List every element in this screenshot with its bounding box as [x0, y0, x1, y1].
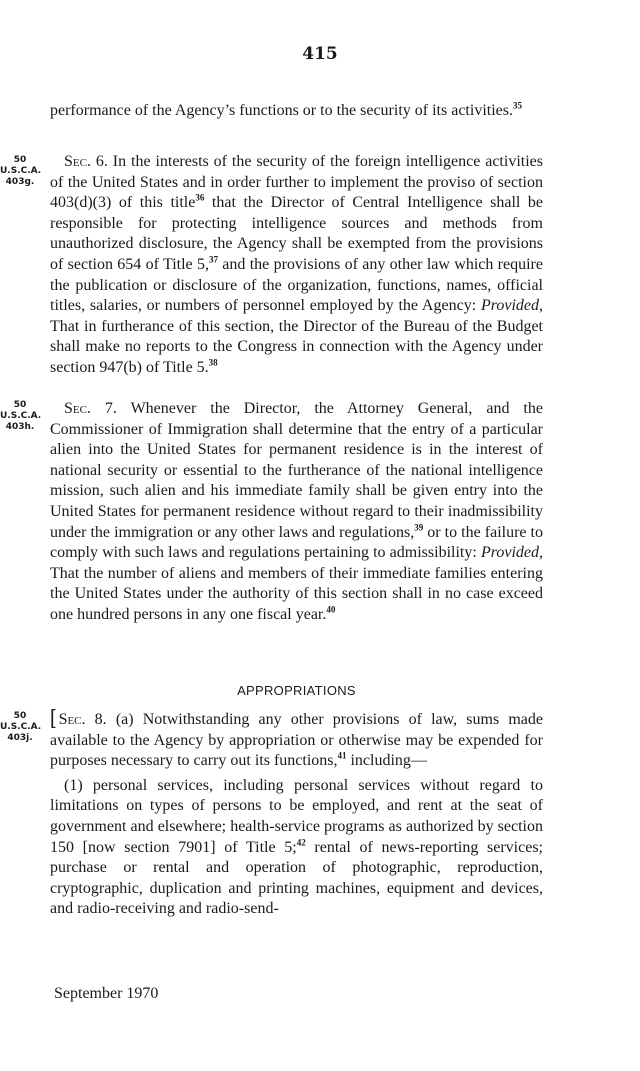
footer-date: September 1970 — [54, 985, 159, 1002]
margin-title: 50 — [13, 155, 27, 165]
footnote-ref: 41 — [337, 750, 347, 761]
section-7 — [50, 399, 543, 626]
margin-title: 50 — [13, 711, 27, 721]
footnote-ref: 38 — [208, 357, 218, 368]
footnote-ref: 37 — [208, 254, 218, 265]
section-7-paragraph — [50, 399, 543, 626]
section-8 — [50, 707, 543, 920]
section-label: Sec. 6. — [64, 153, 108, 170]
italic-term: Provided, — [480, 544, 543, 562]
footnote-ref: 36 — [195, 192, 205, 203]
margin-code: U.S.C.A. — [0, 166, 42, 176]
section-8-body: (a) Notwithstanding any other provisions of law, sums made available to the Agency by appropriation or otherwise may be expended for purposes necessary to carry out its functions,$^{41}$ including— — [50, 711, 543, 770]
margin-citation-403h — [0, 400, 40, 433]
section-label: Sec. 8. — [58, 711, 107, 728]
footnote-ref: 40 — [326, 604, 336, 615]
section-8-paragraph: [ Sec. 8. (a) Notwithstanding any other provisions of law, sums made available to the Agency by appropriation or otherwise may be expended for purposes necessary to carry out its functions,$^{41}$ including— — [50, 707, 543, 770]
section-7-body: Whenever the Director, the Attorney General, and the Commissioner of Immigration shall determine that the entry of a particular alien into the United States for permanent residence is in the interest of national security or essential to the furtherance of the national intelligence mission, such alien and his immediate family shall be given entry into the United States for permanent residence without regard to their inadmissibility under the immigration or any other laws and regulations,$^{39}$ or to the failure to comply with such laws and regulations pertaining to admissibility: Provided, That the number of aliens and members of their immediate families entering the United States under the authority of this section shall in no case exceed one hundred persons in any one fiscal year.$^{40}$ — [50, 400, 544, 623]
margin-section: 403g. — [5, 177, 35, 187]
section-8-item-1-body: (1) personal services, including personal services without regard to limitations on types of persons to be employed, and rent at the seat of government and elsewhere; health-service programs as authorized by section 150 [now section 7901] of Title 5;$^{42}$ rental of news-reporting services; purchase or rental and operation of photographic, reproduction, cryptographic, duplication and printing machines, equipment and devices, and radio-receiving and radio-send- — [50, 776, 543, 918]
margin-section: 403j. — [7, 733, 33, 743]
margin-code: U.S.C.A. — [0, 411, 42, 421]
section-8-item-1 — [50, 776, 543, 920]
margin-citation-403g — [0, 155, 40, 188]
section-6-body: In the interests of the security of the foreign intelligence activities of the United States and in order further to implement the proviso of section 403(d)(3) of this title$^{36}$ that the Director of Central Intelligence shall be responsible for protecting intelligence sources and methods from unauthorized disclosure, the Agency shall be exempted from the provisions of section 654 of Title 5,37 and the provisions of any other law which require the publication or disclosure of the organization, functions, names, official titles, salaries, or numbers of personnel employed by the Agency: Provided, That in furtherance of this section, the Director of the Bureau of the Budget shall make no reports to the Congress in connection with the Agency under section 947(b) of Title 5.38 — [50, 153, 544, 376]
footnote-ref: 42 — [296, 837, 306, 848]
continuation-text: performance of the Agency’s functions or to the security of its activities. — [50, 102, 513, 119]
margin-citation-403j — [0, 711, 40, 744]
section-6-paragraph — [50, 152, 543, 379]
page-number: 415 — [302, 44, 338, 64]
footnote-ref: 35 — [512, 100, 522, 111]
footnote-ref: 39 — [414, 522, 424, 533]
margin-section: 403h. — [5, 422, 35, 432]
section-6 — [50, 152, 543, 379]
section-label: Sec. 7. — [64, 400, 117, 417]
continuation-paragraph — [50, 101, 543, 122]
margin-code: U.S.C.A. — [0, 722, 42, 732]
italic-term: Provided, — [480, 297, 543, 315]
margin-title: 50 — [13, 400, 27, 410]
appropriations-heading: APPROPRIATIONS — [237, 683, 356, 698]
